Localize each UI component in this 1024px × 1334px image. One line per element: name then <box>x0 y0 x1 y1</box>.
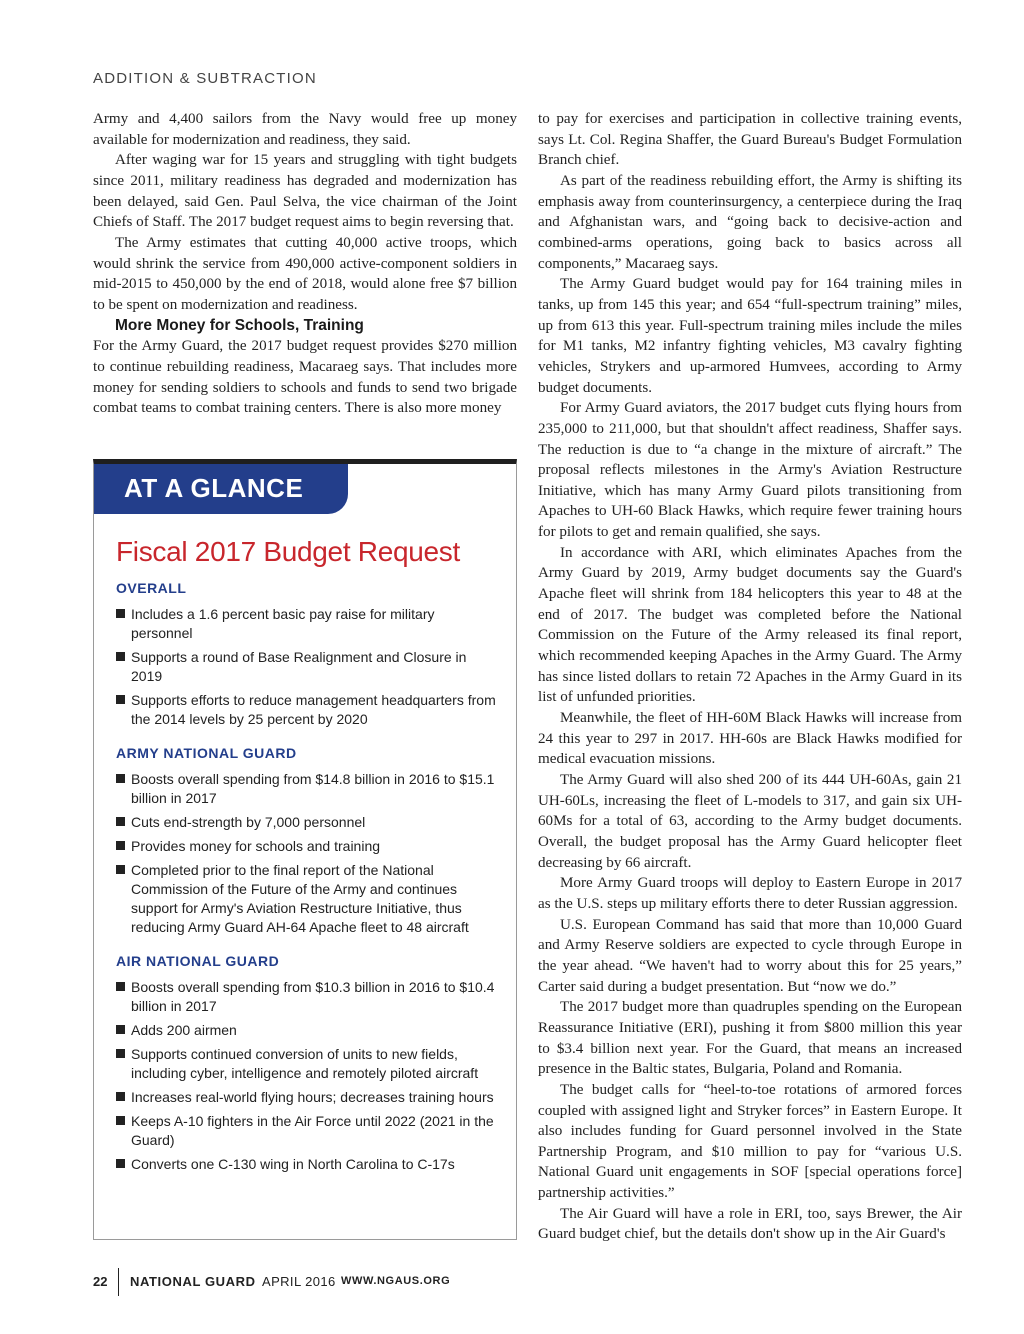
at-a-glance-tab <box>94 464 348 514</box>
list-item: Increases real-world flying hours; decreases training hours <box>116 1088 496 1107</box>
glance-heading-army-guard: ARMY NATIONAL GUARD <box>116 745 297 761</box>
square-bullet-icon <box>116 1116 125 1125</box>
body-paragraph: The Army estimates that cutting 40,000 active troops, which would shrink the service from 490,000 active-component soldiers in mid-2015 to 450,000 by the end of 2018, would alone free $7 billion to be spent on modernization and readiness. <box>93 234 517 313</box>
glance-list-air-guard <box>116 978 496 1174</box>
square-bullet-icon <box>116 1025 125 1034</box>
body-paragraph: As part of the readiness rebuilding effort, the Army is shifting its emphasis away from counterinsurgency, a centerpiece during the Iraq and Afghanistan wars, and “going back to decisive-action and combined-arms operations, going back to basics across all components,” Macaraeg says. <box>538 172 962 272</box>
list-item: Includes a 1.6 percent basic pay raise for military personnel <box>116 605 496 643</box>
square-bullet-icon <box>116 1092 125 1101</box>
body-paragraph: For Army Guard aviators, the 2017 budget cuts flying hours from 235,000 to 211,000, but that shouldn't affect readiness, Shaffer says. The reduction is due to “a change in the mixture of aircraft.” The proposal reflects milestones in the Army's Aviation Restructure Initiative, which has many Army Guard pilots transitioning from Apaches to UH-60 Black Hawks, which require fewer training hours for pilots to get and remain qualified, she says. <box>538 400 962 541</box>
list-item: Cuts end-strength by 7,000 personnel <box>116 813 496 832</box>
glance-heading-overall: OVERALL <box>116 580 187 596</box>
at-a-glance-label: AT A GLANCE <box>124 473 304 503</box>
list-item: Adds 200 airmen <box>116 1021 496 1040</box>
glance-list-overall <box>116 605 496 729</box>
glance-title: Fiscal 2017 Budget Request <box>116 536 460 567</box>
square-bullet-icon <box>116 841 125 850</box>
square-bullet-icon <box>116 695 125 704</box>
footer-divider <box>118 1268 119 1296</box>
at-a-glance-box <box>93 459 517 1240</box>
body-paragraph: The 2017 budget more than quadruples spending on the European Reassurance Initiative (ERI), pushing it from $800 million this year to $3.4 billion next year. For the Guard, that means an increased presence in the Baltic states, Bulgaria, Poland and Romania. <box>538 999 962 1078</box>
list-item: Provides money for schools and training <box>116 837 496 856</box>
square-bullet-icon <box>116 982 125 991</box>
list-item: Supports a round of Base Realignment and Closure in 2019 <box>116 648 496 686</box>
glance-heading-air-guard: AIR NATIONAL GUARD <box>116 953 280 969</box>
magazine-name: NATIONAL GUARD <box>130 1274 256 1289</box>
list-item: Keeps A-10 fighters in the Air Force until 2022 (2021 in the Guard) <box>116 1112 496 1150</box>
left-column <box>93 109 517 419</box>
square-bullet-icon <box>116 1049 125 1058</box>
square-bullet-icon <box>116 1159 125 1168</box>
website-url: WWW.NGAUS.ORG <box>341 1275 451 1287</box>
list-item: Boosts overall spending from $14.8 billion in 2016 to $15.1 billion in 2017 <box>116 770 496 808</box>
body-paragraph: More Army Guard troops will deploy to Eastern Europe in 2017 as the U.S. steps up military efforts there to deter Russian aggression. <box>538 875 962 912</box>
glance-list-army-guard <box>116 770 496 937</box>
list-item: Converts one C-130 wing in North Carolina to C-17s <box>116 1155 496 1174</box>
square-bullet-icon <box>116 652 125 661</box>
list-item: Completed prior to the final report of the National Commission of the Future of the Army and continues support for Army's Aviation Restructure Initiative, thus reducing Army Guard AH-64 Apache fleet to 48 aircraft <box>116 861 496 937</box>
body-paragraph: to pay for exercises and participation in collective training events, says Lt. Col. Regina Shaffer, the Guard Bureau's Budget Formulation Branch chief. <box>538 111 962 169</box>
body-paragraph: Meanwhile, the fleet of HH-60M Black Hawks will increase from 24 this year to 297 in 2017. HH-60s are Black Hawks modified for medical evacuation missions. <box>538 710 962 768</box>
body-paragraph: The budget calls for “heel-to-toe rotations of armored forces coupled with assigned light and Stryker forces” in Eastern Europe. It also includes funding for Guard personnel involved in the State Partnership Program, and $10 million to pay for “various U.S. National Guard unit engagements in SOF [special operations force] partnership activities.” <box>538 1081 962 1202</box>
body-paragraph: The Army Guard will also shed 200 of its 444 UH-60As, gain 21 UH-60Ls, increasing the fleet of L-models to 317, and gain six UH-60Ms for a total of 63, according to the Army budget documents. Overall, the budget proposal has the Army Guard helicopter fleet decreasing by 66 aircraft. <box>538 772 962 871</box>
list-item: Boosts overall spending from $10.3 billion in 2016 to $10.4 billion in 2017 <box>116 978 496 1016</box>
square-bullet-icon <box>116 865 125 874</box>
right-column <box>538 109 962 1245</box>
page-footer <box>93 1268 693 1298</box>
page-number: 22 <box>93 1274 108 1289</box>
square-bullet-icon <box>116 774 125 783</box>
square-bullet-icon <box>116 817 125 826</box>
body-paragraph: Army and 4,400 sailors from the Navy would free up money available for modernization and readiness, they said. <box>93 111 517 148</box>
list-item: Supports continued conversion of units to new fields, including cyber, intelligence and remotely piloted aircraft <box>116 1045 496 1083</box>
body-paragraph: After waging war for 15 years and struggling with tight budgets since 2011, military readiness has degraded and modernization has been delayed, said Gen. Paul Selva, the vice chairman of the Joint Chiefs of Staff. The 2017 budget request aims to begin reversing that. <box>93 152 517 231</box>
list-item: Supports efforts to reduce management headquarters from the 2014 levels by 25 percent by 2020 <box>116 691 496 729</box>
issue-date: APRIL 2016 <box>262 1274 336 1289</box>
glance-body <box>116 580 496 1179</box>
body-paragraph: U.S. European Command has said that more than 10,000 Guard and Army Reserve soldiers are expected to cycle through Europe in the year ahead. “We haven't had to worry about this for 25 years,” Carter said during a budget presentation. But “now we do.” <box>538 916 962 995</box>
body-paragraph: The Army Guard budget would pay for 164 training miles in tanks, up from 145 this year; and 654 “full-spectrum training” miles, up from 613 this year. Full-spectrum training miles include the miles for M1 tanks, M2 infantry fighting vehicles, M3 cavalry fighting vehicles, Strykers and up-armored Humvees, according to Army budget documents. <box>538 276 962 396</box>
square-bullet-icon <box>116 609 125 618</box>
body-paragraph: In accordance with ARI, which eliminates Apaches from the Army Guard by 2019, Army budget documents say the Guard's Apache fleet will shrink from 184 helicopters this year to 48 at the end of 2017. The budget was completed before the National Commission on the Future of the Army released its final report, which recommended keeping Apaches in the Army Guard. The Army has since listed dollars to retain 72 Apaches in the Army Guard in its list of unfunded priorities. <box>538 544 962 706</box>
section-label: ADDITION & SUBTRACTION <box>93 70 317 87</box>
subhead: More Money for Schools, Training <box>115 316 364 334</box>
body-paragraph: For the Army Guard, the 2017 budget request provides $270 million to continue rebuilding readiness, Macaraeg says. That includes more money for sending soldiers to schools and funds to send two brigade combat teams to combat training centers. There is also more money <box>93 338 517 417</box>
body-paragraph: The Air Guard will have a role in ERI, too, says Brewer, the Air Guard budget chief, but the details don't show up in the Air Guard's <box>538 1205 962 1243</box>
